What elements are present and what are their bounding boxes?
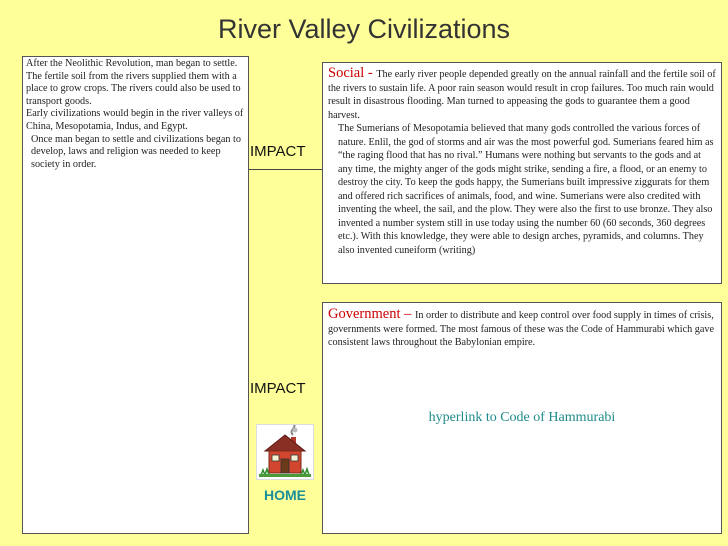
government-heading: Government – — [328, 306, 415, 322]
intro-paragraph-2: Early civilizations would begin in the river valleys of China, Mesopotamia, Indus, and Egypt. — [26, 108, 244, 132]
impact-connector-line — [249, 169, 322, 170]
page-title: River Valley Civilizations — [217, 14, 511, 44]
intro-panel — [22, 56, 249, 534]
home-link[interactable]: HOME — [264, 487, 306, 503]
impact-label-social: IMPACT — [250, 143, 306, 160]
social-paragraph-1: The early river people depended greatly on the annual rainfall and the fertile soil of the rivers to sustain life. A poor rain season would result in crop failures. Too much rain would result in disastrous flooding. Man turned to appeasing the gods to guarantee them a good harvest. — [328, 69, 716, 121]
social-panel — [322, 62, 722, 284]
intro-paragraph-1: After the Neolithic Revolution, man began to settle. The fertile soil from the rivers supplied them with a place to grow crops. The rivers could also be used to transport goods. — [26, 58, 241, 107]
government-paragraph-1: In order to distribute and keep control over food supply in times of crisis, governments were formed. The most famous of these was the Code of Hammurabi which gave consistent laws throughout the Babylonian empire. — [328, 310, 714, 348]
intro-paragraph-3: Once man began to settle and civilizations began to develop, laws and religion was needed to keep society in order. — [31, 133, 241, 170]
social-heading: Social - — [328, 65, 377, 81]
house-icon[interactable] — [256, 424, 314, 480]
impact-label-government: IMPACT — [250, 380, 306, 397]
social-paragraph-2: The Sumerians of Mesopotamia believed that many gods controlled the various forces of nature. Enlil, the god of storms and air was the most powerful god. Sumerians feared him as “the raging flood that has no rival.” Humans were nothing but servants to the gods and at any time, the mighty anger of the gods might strike, sending a fire, a flood, or an enemy to destroy the city. To keep the gods happy, the Sumerians built impressive ziggurats for them and offered rich sacrifices of animals, food, and wine. Sumerians were also credited with inventing the wheel, the sail, and the plow. They were also the first to use bronze. They also invented a number system still in use today using the number 60 (60 seconds, 360 degrees etc.). With this knowledge, they were able to design arches, pyramids, and columns. They also invented cuneiform (writing) — [338, 123, 714, 256]
code-of-hammurabi-link[interactable]: hyperlink to Code of Hammurabi — [428, 410, 616, 425]
